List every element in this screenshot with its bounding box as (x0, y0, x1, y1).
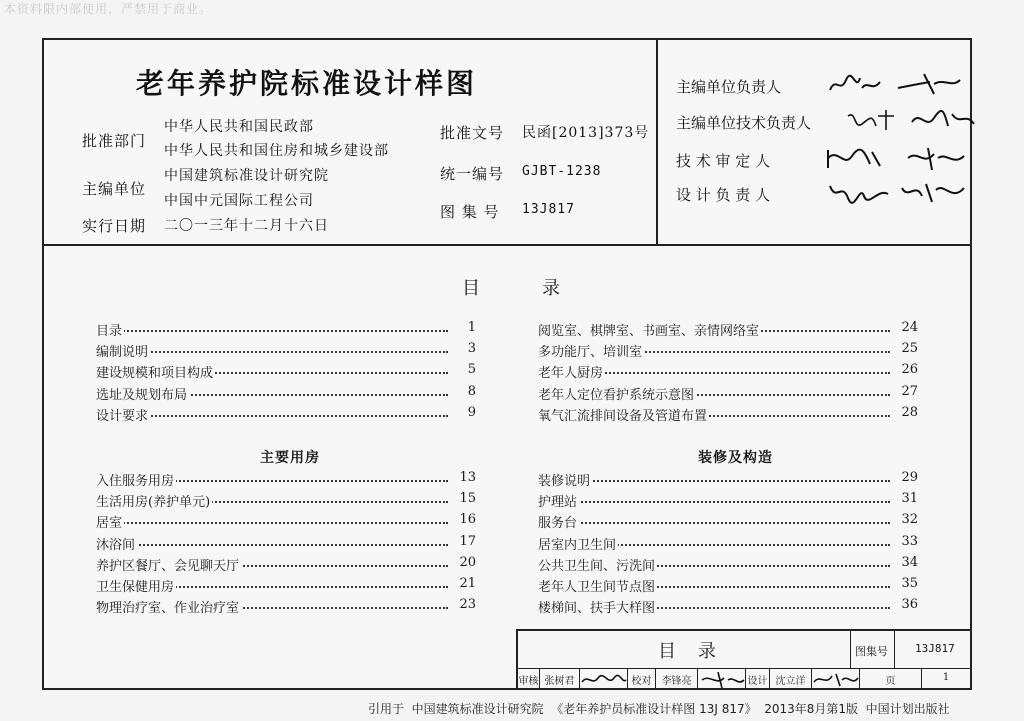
drawing-sheet (42, 38, 972, 690)
unified-no: GJBT-1238 (522, 164, 602, 179)
leader-dots (96, 330, 448, 332)
toc-entry-page: 29 (894, 470, 918, 485)
leader-dots (96, 522, 448, 524)
toc-entry[interactable] (538, 468, 918, 489)
responsible-role: 技 术 审 定 人 (676, 152, 771, 170)
toc-entry-title: 建设规模和项目构成 (96, 362, 215, 381)
toc-entry-title: 目录 (96, 320, 124, 339)
watermark-text: 本资料限内部使用，严禁用于商业。 (4, 2, 213, 16)
toc-entry-page: 34 (894, 555, 918, 570)
signature-mark (908, 106, 978, 134)
toc-entry-page: 23 (452, 597, 476, 612)
toc-entry[interactable] (538, 595, 918, 616)
atlas-no-label-cell: 图集号 (850, 631, 894, 668)
toc-entry-title: 老年人卫生间节点图 (538, 576, 657, 595)
page-title: 老年养护院标准设计样图 (136, 67, 478, 100)
toc-entry[interactable] (96, 468, 476, 489)
header-block (44, 40, 970, 246)
toc-entry[interactable] (96, 339, 476, 360)
toc-entry-page: 32 (894, 512, 918, 527)
toc-entry-title: 老年人定位看护系统示意图 (538, 384, 696, 403)
toc-entry-page: 3 (452, 341, 476, 356)
toc-entry-title: 多功能厅、培训室 (538, 341, 644, 360)
toc-entry-title: 居室内卫生间 (538, 534, 618, 553)
design-name: 沈立洋 (770, 669, 812, 688)
section-heading-main-rooms: 主要用房 (260, 450, 320, 466)
toc-entry-title: 设计要求 (96, 405, 150, 424)
editor-unit-1: 中国建筑标准设计研究院 (164, 168, 329, 184)
toc-entry-page: 31 (894, 491, 918, 506)
signature-mark (902, 144, 972, 172)
toc-entry-page: 35 (894, 576, 918, 591)
toc-entry-title: 选址及规划布局 (96, 384, 189, 403)
toc-entry[interactable] (538, 489, 918, 510)
toc-entry[interactable] (538, 318, 918, 339)
responsible-role: 主编单位负责人 (676, 78, 782, 96)
toc-entry-title: 入住服务用房 (96, 470, 176, 489)
title-block (516, 629, 970, 688)
toc-right-bottom (538, 468, 918, 616)
toc-entry-page: 27 (894, 384, 918, 399)
approval-no: 民函[2013]373号 (522, 125, 650, 141)
unified-no-label: 统一编号 (440, 165, 505, 183)
toc-entry-page: 8 (452, 384, 476, 399)
leader-dots (538, 501, 890, 503)
design-label: 设计 (746, 669, 770, 688)
toc-entry[interactable] (538, 553, 918, 574)
toc-entry-page: 5 (452, 362, 476, 377)
toc-entry-title: 护理站 (538, 491, 579, 510)
toc-entry-page: 26 (894, 362, 918, 377)
toc-entry-title: 养护区餐厅、会见聊天厅 (96, 555, 241, 574)
title-block-top (518, 631, 970, 669)
effective-date-label: 实行日期 (82, 217, 147, 235)
toc-entry-page: 15 (452, 491, 476, 506)
responsible-row (676, 106, 966, 136)
atlas-no-label: 图 集 号 (440, 203, 500, 221)
toc-entry-page: 17 (452, 534, 476, 549)
toc-entry[interactable] (96, 403, 476, 424)
toc-entry-title: 公共卫生间、污洗间 (538, 555, 657, 574)
toc-entry[interactable] (96, 382, 476, 403)
toc-entry[interactable] (96, 510, 476, 531)
toc-entry-page: 16 (452, 512, 476, 527)
toc-entry[interactable] (538, 510, 918, 531)
toc-heading-char: 录 (542, 278, 562, 299)
title-block-bottom (518, 669, 970, 688)
responsible-row (676, 70, 966, 100)
toc-entry-page: 33 (894, 534, 918, 549)
responsible-role: 设 计 负 责 人 (676, 186, 771, 204)
toc-entry[interactable] (538, 403, 918, 424)
toc-entry-title: 阅览室、棋牌室、书画室、亲情网络室 (538, 320, 761, 339)
signature-mark (894, 70, 964, 98)
toc-entry[interactable] (538, 574, 918, 595)
review-name: 张树君 (540, 669, 580, 688)
leader-dots (96, 544, 448, 546)
page-number: 1 (942, 672, 950, 683)
signature-mark (826, 70, 884, 98)
review-label: 审核 (518, 669, 540, 688)
toc-entry-page: 28 (894, 405, 918, 420)
approval-dept-2: 中华人民共和国住房和城乡建设部 (164, 143, 389, 159)
signature-mark (824, 144, 882, 172)
signature-mark (898, 178, 968, 206)
atlas-no-value-cell: 13J817 (894, 631, 970, 668)
toc-entry-title: 老年人厨房 (538, 362, 605, 381)
toc-entry-title: 服务台 (538, 512, 579, 531)
toc-right-top (538, 318, 918, 424)
toc-entry[interactable] (538, 382, 918, 403)
toc-entry-title: 生活用房(养护单元) (96, 491, 212, 510)
check-name: 李锋亮 (656, 669, 698, 688)
editor-unit-label: 主编单位 (82, 180, 147, 198)
toc-entry[interactable] (96, 318, 476, 339)
toc-entry-title: 编制说明 (96, 341, 150, 360)
toc-entry-page: 21 (452, 576, 476, 591)
toc-entry-title: 楼梯间、扶手大样图 (538, 597, 657, 616)
toc-entry-title: 氧气汇流排间设备及管道布置 (538, 405, 709, 424)
toc-entry-page: 36 (894, 597, 918, 612)
toc-entry-title: 物理治疗室、作业治疗室 (96, 597, 241, 616)
toc-entry-title: 居室 (96, 512, 124, 531)
sheet-name-char: 目 (658, 641, 678, 662)
toc-entry-page: 20 (452, 555, 476, 570)
check-label: 校对 (628, 669, 656, 688)
toc-entry[interactable] (96, 360, 476, 381)
approval-dept-label: 批准部门 (82, 132, 147, 150)
toc-entry[interactable] (96, 489, 476, 510)
toc-entry[interactable] (538, 339, 918, 360)
check-signature (698, 669, 746, 688)
toc-entry-title: 卫生保健用房 (96, 576, 176, 595)
toc-left-bottom (96, 468, 476, 616)
toc-entry[interactable] (538, 360, 918, 381)
approval-dept-1: 中华人民共和国民政部 (164, 119, 314, 135)
toc-left-top (96, 318, 476, 424)
toc-entry[interactable] (96, 595, 476, 616)
design-signature (812, 669, 860, 688)
signature-mark (844, 106, 902, 134)
effective-date: 二〇一三年十二月十六日 (164, 218, 329, 234)
toc-heading-char: 目 (462, 278, 482, 299)
source-footer: 引用于 中国建筑标准设计研究院 《老年养护员标准设计样图 13J 817》 2013年8月第1版 中国计划出版社 (368, 702, 950, 716)
toc-entry[interactable] (96, 532, 476, 553)
page-label: 页 (860, 669, 922, 688)
toc-entry[interactable] (538, 532, 918, 553)
toc-entry-page: 25 (894, 341, 918, 356)
toc-entry-title: 装修说明 (538, 470, 592, 489)
responsibles-panel (656, 40, 972, 244)
editor-unit-2: 中国中元国际工程公司 (164, 193, 314, 209)
toc-entry-page: 9 (452, 405, 476, 420)
atlas-no: 13J817 (522, 202, 575, 217)
toc-entry[interactable] (96, 553, 476, 574)
sheet-name-char: 录 (698, 641, 718, 662)
leader-dots (538, 522, 890, 524)
approval-no-label: 批准文号 (440, 124, 505, 142)
signature-mark (826, 178, 892, 206)
header-info (44, 40, 656, 244)
review-signature (580, 669, 628, 688)
toc-entry[interactable] (96, 574, 476, 595)
responsible-row (676, 144, 966, 174)
toc-entry-page: 13 (452, 470, 476, 485)
section-heading-finishes: 装修及构造 (698, 450, 773, 466)
toc-entry-page: 24 (894, 320, 918, 335)
toc-entry-title: 沐浴间 (96, 534, 137, 553)
responsible-row (676, 178, 966, 208)
toc-entry-page: 1 (452, 320, 476, 335)
responsible-role: 主编单位技术负责人 (676, 114, 812, 132)
